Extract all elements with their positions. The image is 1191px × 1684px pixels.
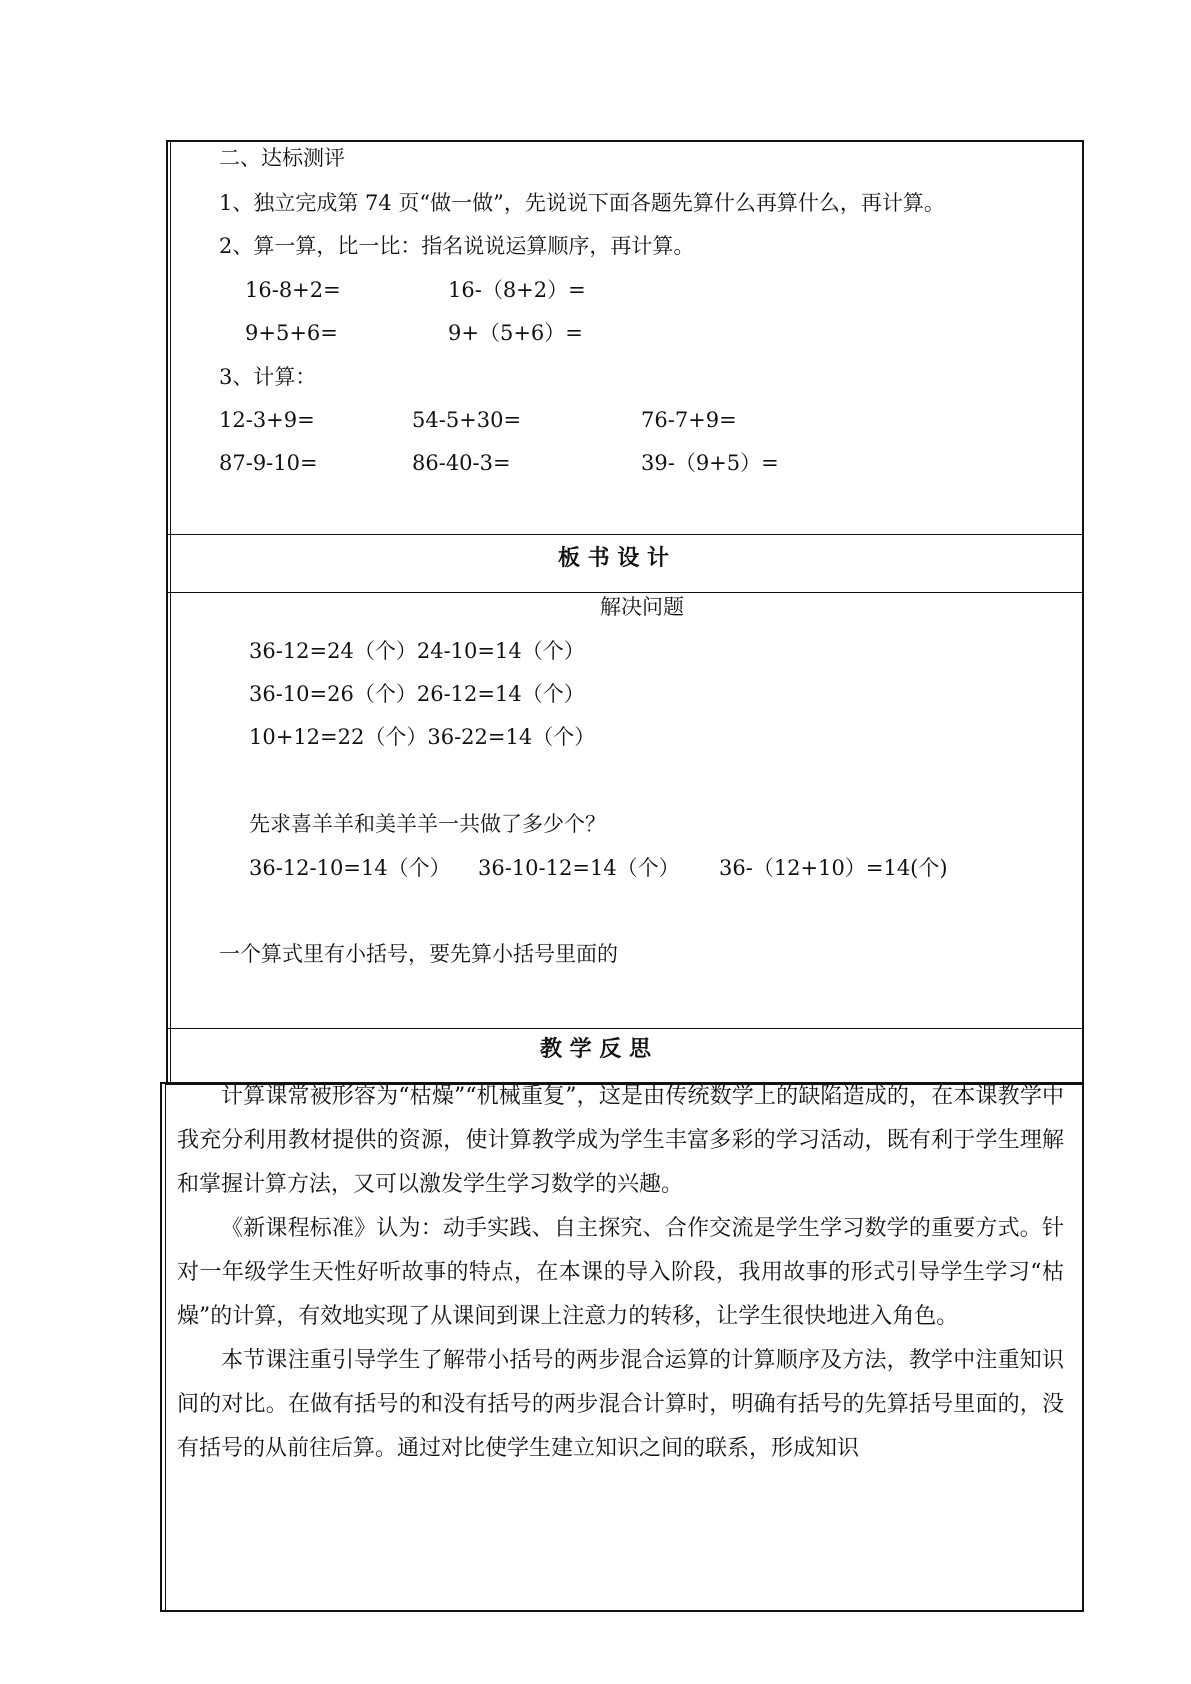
board-line: 36-10=26（个）26-12=14（个）	[249, 682, 585, 706]
test-item-3: 3、计算：	[219, 365, 317, 389]
table-inner-border-top	[170, 140, 171, 1085]
board-formula: 36-10-12=14（个）	[478, 856, 680, 880]
board-line: 10+12=22（个）36-22=14（个）	[249, 725, 596, 749]
calc-expression: 12-3+9=	[219, 408, 315, 432]
compare-expression: 16-（8+2）=	[448, 278, 586, 302]
calc-expression: 76-7+9=	[641, 408, 737, 432]
test-item-1: 1、独立完成第 74 页“做一做”，先说说下面各题先算什么再算什么，再计算。	[219, 191, 945, 215]
test-heading: 二、达标测评	[219, 146, 345, 170]
board-question: 先求喜羊羊和美羊羊一共做了多少个？	[249, 812, 606, 836]
board-title: 解决问题	[600, 595, 684, 619]
compare-expression: 9+（5+6）=	[448, 321, 583, 345]
board-formula: 36-（12+10）=14(个)	[719, 856, 948, 880]
compare-expression: 16-8+2=	[245, 278, 341, 302]
reflection-body	[177, 1075, 1064, 1471]
row-divider	[166, 534, 1084, 535]
reflection-paragraph: 计算课常被形容为“枯燥”“机械重复”，这是由传统数学上的缺陷造成的，在本课教学中我充分利用教材提供的资源，使计算教学成为学生丰富多彩的学习活动，既有利于学生理解和掌握计算方法，又可以激发学生学习数学的兴趣。	[177, 1084, 1064, 1197]
row-divider	[166, 592, 1084, 593]
calc-expression: 39-（9+5）=	[641, 451, 779, 475]
board-conclusion: 一个算式里有小括号，要先算小括号里面的	[219, 942, 618, 966]
reflection-header: 教 学 反 思	[540, 1036, 651, 1062]
table-inner-border-bottom	[165, 1082, 166, 1612]
calc-expression: 54-5+30=	[412, 408, 522, 432]
calc-expression: 87-9-10=	[219, 451, 318, 475]
calc-expression: 86-40-3=	[412, 451, 511, 475]
board-line: 36-12=24（个）24-10=14（个）	[249, 639, 585, 663]
board-design-header: 板 书 设 计	[558, 545, 669, 571]
row-divider	[166, 1028, 1084, 1029]
board-formula: 36-12-10=14（个）	[249, 856, 451, 880]
reflection-paragraph: 本节课注重引导学生了解带小括号的两步混合运算的计算顺序及方法，教学中注重知识间的对比。在做有括号的和没有括号的两步混合计算时，明确有括号的先算括号里面的，没有括号的从前往后算。通过对比使学生建立知识之间的联系，形成知识	[177, 1348, 1064, 1461]
reflection-paragraph: 《新课程标准》认为：动手实践、自主探究、合作交流是学生学习数学的重要方式。针对一年级学生天性好听故事的特点，在本课的导入阶段，我用故事的形式引导学生学习“枯燥”的计算，有效地实现了从课间到课上注意力的转移，让学生很快地进入角色。	[177, 1216, 1064, 1329]
test-item-2: 2、算一算，比一比：指名说说运算顺序，再计算。	[219, 234, 695, 258]
compare-expression: 9+5+6=	[245, 321, 338, 345]
